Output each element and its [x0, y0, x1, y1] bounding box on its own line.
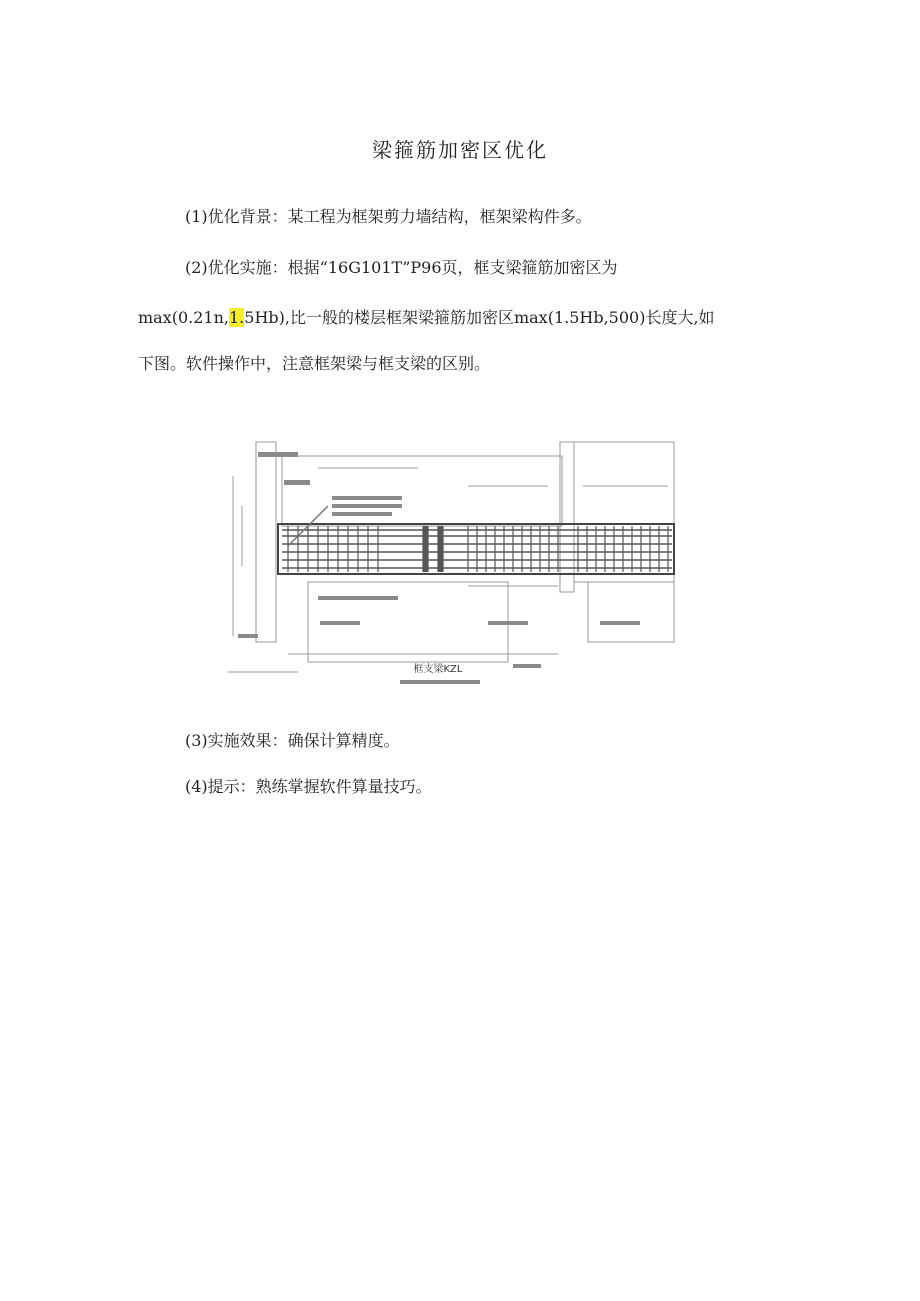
formula-text: max(0.21n,: [138, 308, 229, 327]
formula-text-continued: 5Hb),比一般的楼层框架梁箍筋加密区max(1.5Hb,500)长度大,如: [244, 308, 715, 327]
paragraph-effect: (3)实施效果：确保计算精度。: [185, 731, 400, 750]
paragraph-implementation-line2: [138, 306, 778, 330]
beam-stirrup-diagram: [228, 436, 678, 688]
column-left: [256, 442, 276, 642]
diagram-caption: 框支梁KZL: [413, 664, 463, 675]
paragraph-tip: (4)提示：熟练掌握软件算量技巧。: [185, 777, 432, 796]
paragraph-implementation-line1: (2)优化实施：根据“16G101T”P96页，框支梁箍筋加密区为: [185, 258, 618, 277]
page-title: 梁箍筋加密区优化: [372, 138, 548, 162]
highlighted-text: 1.: [229, 308, 245, 327]
diagram-svg: [228, 436, 678, 688]
paragraph-background: (1)优化背景：某工程为框架剪力墙结构，框架梁构件多。: [185, 207, 592, 226]
paragraph-implementation-line3: 下图。软件操作中，注意框架梁与框支梁的区别。: [138, 354, 491, 373]
